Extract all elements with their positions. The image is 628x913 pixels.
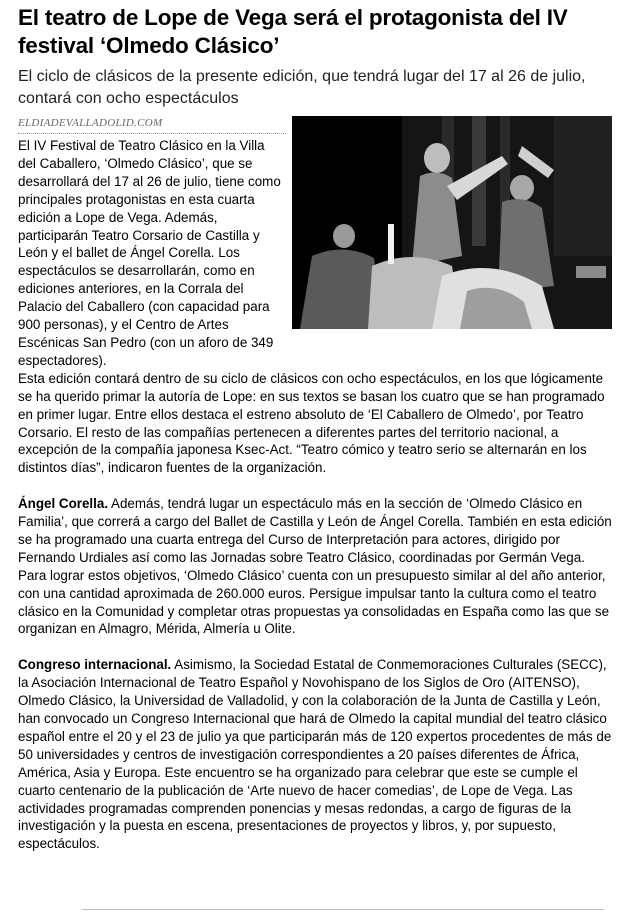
source-divider xyxy=(18,133,286,134)
article-subheadline: El ciclo de clásicos de la presente edición, que tendrá lugar del 17 al 26 de julio, contará con ocho espectáculos xyxy=(18,68,586,107)
section-label-congreso: Congreso internacional. xyxy=(18,657,172,673)
footer-divider xyxy=(82,909,604,910)
article-body xyxy=(18,137,618,853)
section-label-corella: Ángel Corella. xyxy=(18,496,109,512)
article-source[interactable]: ELDIADEVALLADOLID.COM xyxy=(18,117,163,129)
article-paragraph-intro: El IV Festival de Teatro Clásico en la Villa del Caballero, ‘Olmedo Clásico’, que se desarrollará del 17 al 26 de julio, tiene como principales protagonistas en esta cuarta edición a Lope de Vega. Además, participarán Teatro Corsario de Castilla y León y el ballet de Ángel Corella. Los espectáculos se desarrollarán, como en ediciones anteriores, en la Corrala del Palacio del Caballero (con capacidad para 900 personas), y el Centro de Artes Escénicas San Pedro (con un aforo de 349 espectadores). xyxy=(18,138,281,368)
article-paragraph-corella-text: Además, tendrá lugar un espectáculo más en la sección de ‘Olmedo Clásico en Familia’, que correrá a cargo del Ballet de Castilla y León de Ángel Corella. También en esta edición se ha programado una cuarta entrega del Curso de Interpretación para actores, dirigido por Fernando Urdiales así como las Jornadas sobre Teatro Clásico, coordinadas por Germán Vega. xyxy=(18,496,612,565)
article-paragraph-budget: Para lograr estos objetivos, ‘Olmedo Clásico’ cuenta con un presupuesto similar al del año anterior, con una cantidad aproximada de 260.000 euros. Persigue impulsar tanto la cultura como el teatro clásico en la Comunidad y completar otras propuestas ya consolidadas en España como las que se organizan en Almagro, Mérida, Almería u Olite. xyxy=(18,567,610,637)
article-paragraph-corella xyxy=(18,495,618,567)
article-paragraph-congreso-text: Asimismo, la Sociedad Estatal de Conmemoraciones Culturales (SECC), la Asociación Internacional de Teatro Español y Novohispano de los Siglos de Oro (AITENSO), Olmedo Clásico, la Universidad de Valladolid, y con la colaboración de la Junta de Castilla y León, han convocado un Congreso Internacional que hará de Olmedo la capital mundial del teatro clásico español entre el 20 y el 23 de julio ya que participarán más de 120 expertos procedentes de más de 50 universidades y centros de investigación correspondientes a 20 países diferentes de África, América, Asia y Europa. Este encuentro se ha organizado para celebrar que este se cumple el cuarto centenario de la publicación de ‘Arte nuevo de hacer comedias’, de Lope de Vega. Las actividades programadas comprenden ponencias y mesas redondas, a cargo de figuras de la investigación y la puesta en escena, presentaciones de proyectos y libros, y, por supuesto, espectáculos. xyxy=(18,657,612,852)
article-paragraph-congreso xyxy=(18,656,618,853)
article-paragraph-program: Esta edición contará dentro de su ciclo de clásicos con ocho espectáculos, en los que lógicamente se ha querido primar la autoría de Lope: en sus textos se basan los cuatro que se han programado en primer lugar. Entre ellos destaca el estreno absoluto de ‘El Caballero de Olmedo’, por Teatro Corsario. El resto de las compañías pertenecen a diferentes partes del territorio nacional, a excepción de la compañía japonesa Ksec-Act. “Teatro cómico y teatro serio se alternarán en los distintos días”, indicaron fuentes de la organización. xyxy=(18,370,605,476)
article-headline: El teatro de Lope de Vega será el protagonista del IV festival ‘Olmedo Clásico’ xyxy=(18,5,568,58)
